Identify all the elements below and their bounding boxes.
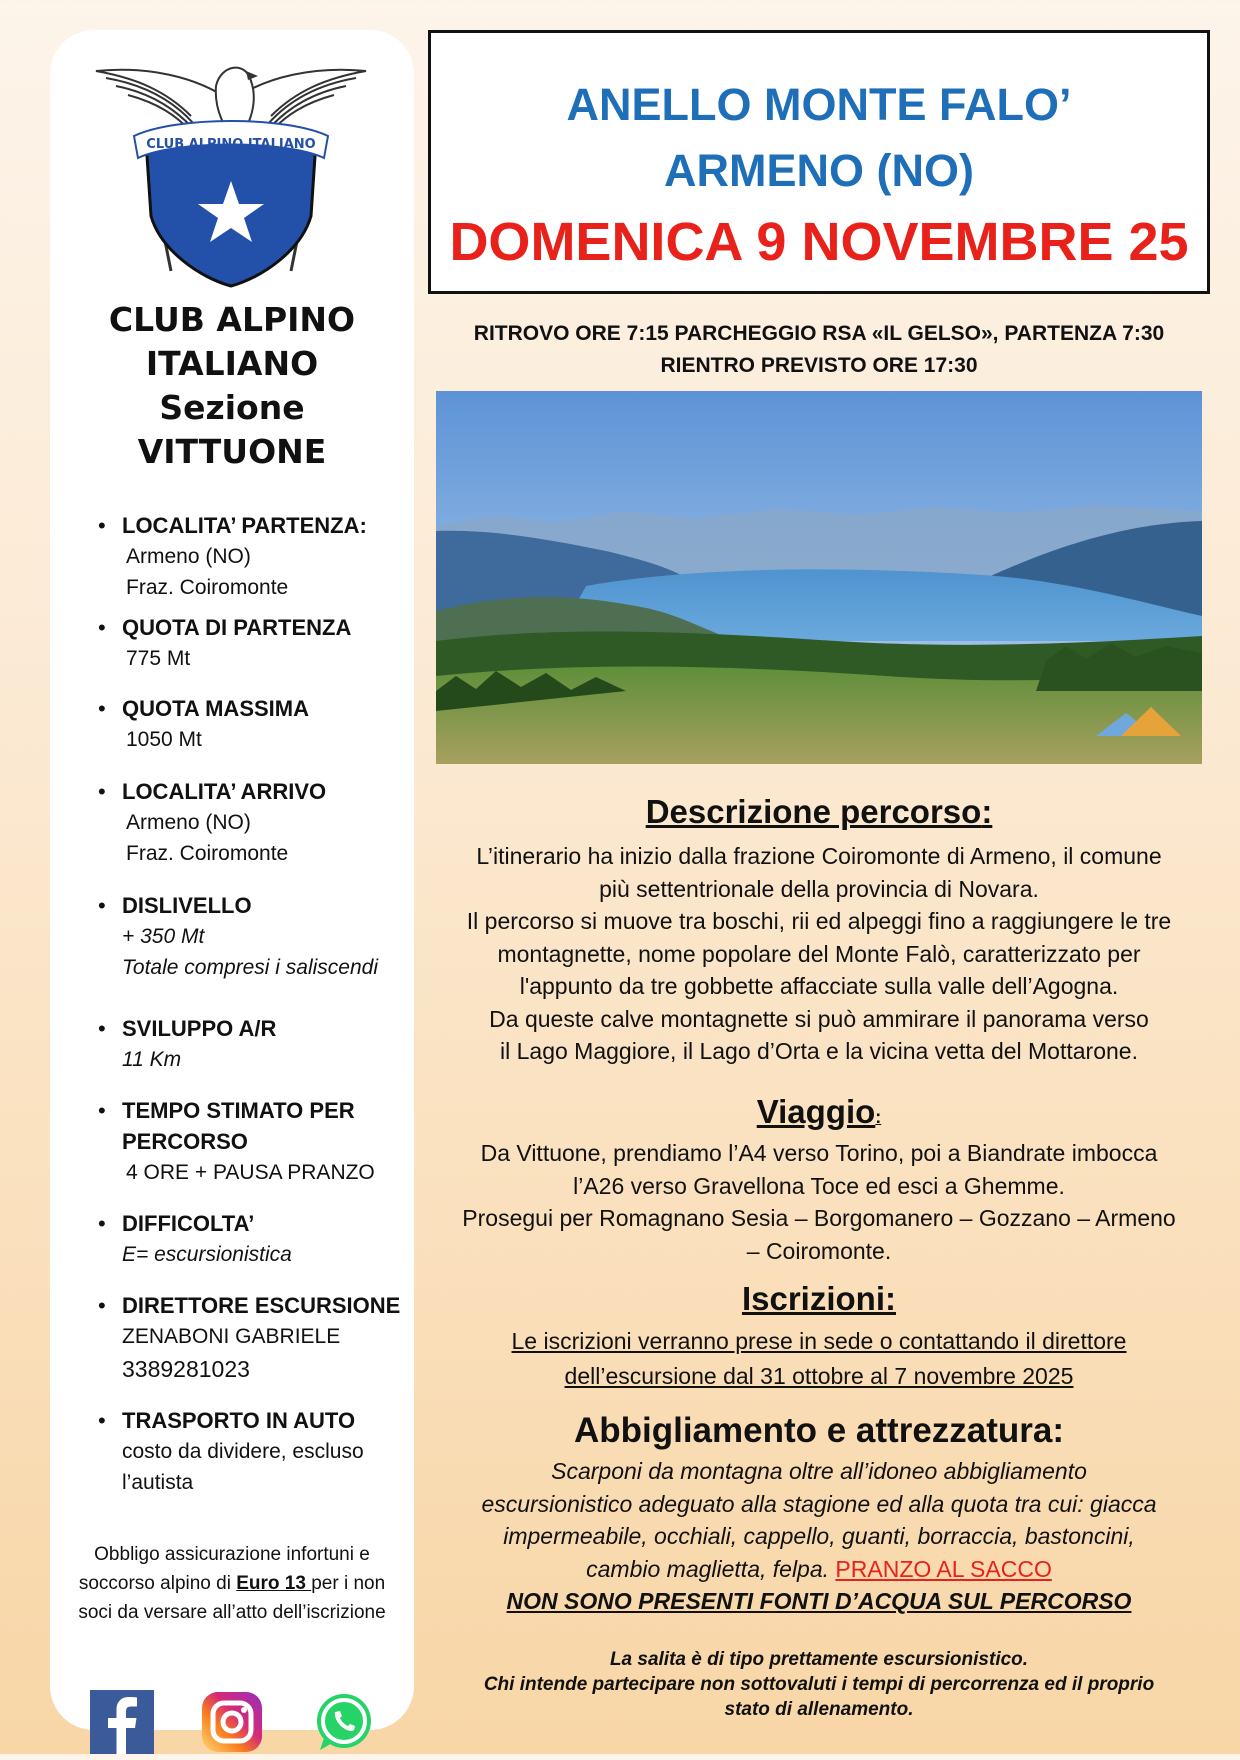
svg-text:CLUB ALPINO ITALIANO: CLUB ALPINO ITALIANO [146, 137, 316, 152]
insurance-text: per i non soci da versare all’atto dell’iscrizione [78, 1573, 386, 1623]
info-item-dislivello: • DISLIVELLO + 350 Mt Totale compresi i saliscendi [70, 890, 462, 983]
info-item-quota-massima: • QUOTA MASSIMA 1050 Mt [70, 693, 462, 755]
info-item-quota-partenza: • QUOTA DI PARTENZA 775 Mt [70, 612, 462, 674]
info-item-direttore: • DIRETTORE ESCURSIONE ZENABONI GABRIELE 3389281023 [70, 1290, 462, 1386]
equipment-line [428, 1553, 1210, 1586]
info-value: ZENABONI GABRIELE [122, 1325, 341, 1348]
event-location: ARMENO (NO) [664, 145, 974, 196]
info-label: TEMPO STIMATO PER PERCORSO [122, 1098, 355, 1154]
info-label: QUOTA MASSIMA [122, 696, 309, 721]
phone-number: 3389281023 [122, 1356, 250, 1382]
footer-note [428, 1647, 1210, 1722]
registration-line-text: Le iscrizioni verranno prese in sede o contattando il direttore [511, 1328, 1127, 1354]
club-name-line: VITTUONE [137, 432, 327, 471]
insurance-text: Obbligo assicurazione infortuni e soccorso alpino di [78, 1544, 370, 1594]
cai-logo-icon [86, 46, 376, 296]
event-date: DOMENICA 9 NOVEMBRE 25 [449, 212, 1189, 272]
equipment-line: impermeabile, occhiali, cappello, guanti, borraccia, bastoncini, [503, 1523, 1135, 1549]
info-item-sviluppo: • SVILUPPO A/R 11 Km [70, 1013, 462, 1075]
insurance-amount: Euro 13 [236, 1573, 312, 1594]
lake-panorama-image [436, 391, 1202, 764]
info-label: DISLIVELLO [122, 893, 252, 918]
description-line: il Lago Maggiore, il Lago d’Orta e la vicina vetta del Mottarone. [500, 1038, 1138, 1064]
info-value: Fraz. Coiromonte [126, 576, 289, 599]
club-name-line: ITALIANO [145, 344, 319, 383]
description-line: Il percorso si muove tra boschi, rii ed alpeggi fino a raggiungere le tre [466, 908, 1172, 934]
equipment-line-text: cambio maglietta, felpa. [586, 1555, 836, 1582]
equipment-line: escursionistico adeguato alla stagione ed alla quota tra cui: giacca [481, 1490, 1157, 1517]
info-value: Totale compresi i saliscendi [122, 956, 379, 979]
description-text [428, 840, 1210, 1068]
info-item-arrivo: • LOCALITA’ ARRIVO Armeno (NO) Fraz. Coiromonte [70, 776, 462, 869]
description-line: Da queste calve montagnette si può ammirare il panorama verso [489, 1005, 1149, 1032]
info-item-tempo: • TEMPO STIMATO PER PERCORSO 4 ORE + PAUSA PRANZO [70, 1095, 462, 1188]
info-label: DIFFICOLTA’ [122, 1211, 255, 1236]
travel-title: Viaggio: [756, 1093, 882, 1130]
info-label: SVILUPPO A/R [122, 1016, 277, 1041]
info-label: QUOTA DI PARTENZA [122, 615, 352, 640]
equipment-title: Abbigliamento e attrezzatura: [573, 1411, 1065, 1450]
water-warning [428, 1585, 1210, 1618]
instagram-icon[interactable] [200, 1690, 264, 1754]
registration-title: Iscrizioni: [741, 1280, 897, 1317]
lunch-note: PRANZO AL SACCO [835, 1555, 1052, 1582]
description-line: l'appunto da tre gobbette affacciate sulla valle dell’Agogna. [519, 973, 1119, 999]
club-name-line: Sezione [159, 388, 305, 427]
club-name-line: CLUB ALPINO [108, 300, 356, 339]
description-title: Descrizione percorso: [645, 793, 993, 830]
info-value: 1050 Mt [126, 728, 202, 751]
registration-title-text: Iscrizioni [741, 1280, 886, 1317]
meeting-line: RITROVO ORE 7:15 PARCHEGGIO RSA «IL GELSO», PARTENZA 7:30 [473, 322, 1165, 345]
info-label: TRASPORTO IN AUTO [122, 1408, 356, 1433]
travel-line: Da Vittuone, prendiamo l’A4 verso Torino, poi a Biandrate imbocca [480, 1140, 1158, 1166]
note-line: La salita è di tipo prettamente escursionistico. [609, 1649, 1029, 1670]
info-value: 4 ORE + PAUSA PRANZO [126, 1161, 375, 1184]
note-line: Chi intende partecipare non sottovaluti i tempi di percorrenza ed il proprio [483, 1674, 1155, 1695]
club-name [50, 298, 414, 474]
whatsapp-icon[interactable] [312, 1690, 376, 1754]
description-line: più settentrionale della provincia di Novara. [599, 875, 1039, 902]
description-title-text: Descrizione percorso [645, 793, 982, 830]
travel-title-text: Viaggio [756, 1093, 876, 1130]
info-item-partenza: • LOCALITA’ PARTENZA: Armeno (NO) Fraz. Coiromonte [70, 510, 462, 603]
info-value: + 350 Mt [122, 925, 205, 948]
title-box [428, 30, 1210, 294]
travel-line: – Coiromonte. [746, 1237, 892, 1264]
travel-line: Prosegui per Romagnano Sesia – Borgomanero – Gozzano – Armeno [462, 1205, 1176, 1231]
equipment-line: Scarponi da montagna oltre all’idoneo abbigliamento [551, 1458, 1087, 1484]
water-warning-text: NON SONO PRESENTI FONTI D’ACQUA SUL PERCORSO [506, 1588, 1132, 1614]
registration-line [428, 1359, 1210, 1394]
event-title: ANELLO MONTE FALO’ [566, 79, 1072, 130]
travel-text [428, 1137, 1210, 1267]
info-value: 775 Mt [126, 647, 191, 670]
insurance-note [60, 1540, 404, 1627]
facebook-icon[interactable] [90, 1690, 154, 1754]
sidebar-panel [50, 30, 414, 1730]
travel-line: l’A26 verso Gravellona Toce ed esci a Ghemme. [573, 1172, 1065, 1199]
description-line: montagnette, nome popolare del Monte Falò, caratterizzato per [497, 940, 1141, 967]
note-line: stato di allenamento. [724, 1699, 914, 1720]
info-value: E= escursionistica [122, 1243, 292, 1266]
info-value: Armeno (NO) [126, 811, 251, 834]
meeting-info [428, 318, 1210, 382]
info-value: 11 Km [122, 1048, 182, 1071]
return-line: RIENTRO PREVISTO ORE 17:30 [660, 354, 978, 377]
info-label: DIRETTORE ESCURSIONE [122, 1293, 401, 1318]
equipment-text [428, 1455, 1210, 1618]
description-line: L’itinerario ha inizio dalla frazione Coiromonte di Armeno, il comune [476, 843, 1162, 869]
info-label: LOCALITA’ PARTENZA: [122, 513, 367, 538]
info-value: costo da dividere, escluso l’autista [122, 1440, 364, 1494]
info-label: LOCALITA’ ARRIVO [122, 779, 327, 804]
social-links [50, 1690, 414, 1760]
info-item-difficolta: • DIFFICOLTA’ E= escursionistica [70, 1208, 462, 1270]
registration-text [428, 1324, 1210, 1394]
registration-line-text: dell’escursione dal 31 ottobre al 7 novembre 2025 [564, 1363, 1074, 1389]
info-value: Fraz. Coiromonte [126, 842, 289, 865]
info-item-trasporto: • TRASPORTO IN AUTO costo da dividere, escluso l’autista [70, 1405, 462, 1498]
registration-line [428, 1324, 1210, 1359]
info-value: Armeno (NO) [126, 545, 251, 568]
